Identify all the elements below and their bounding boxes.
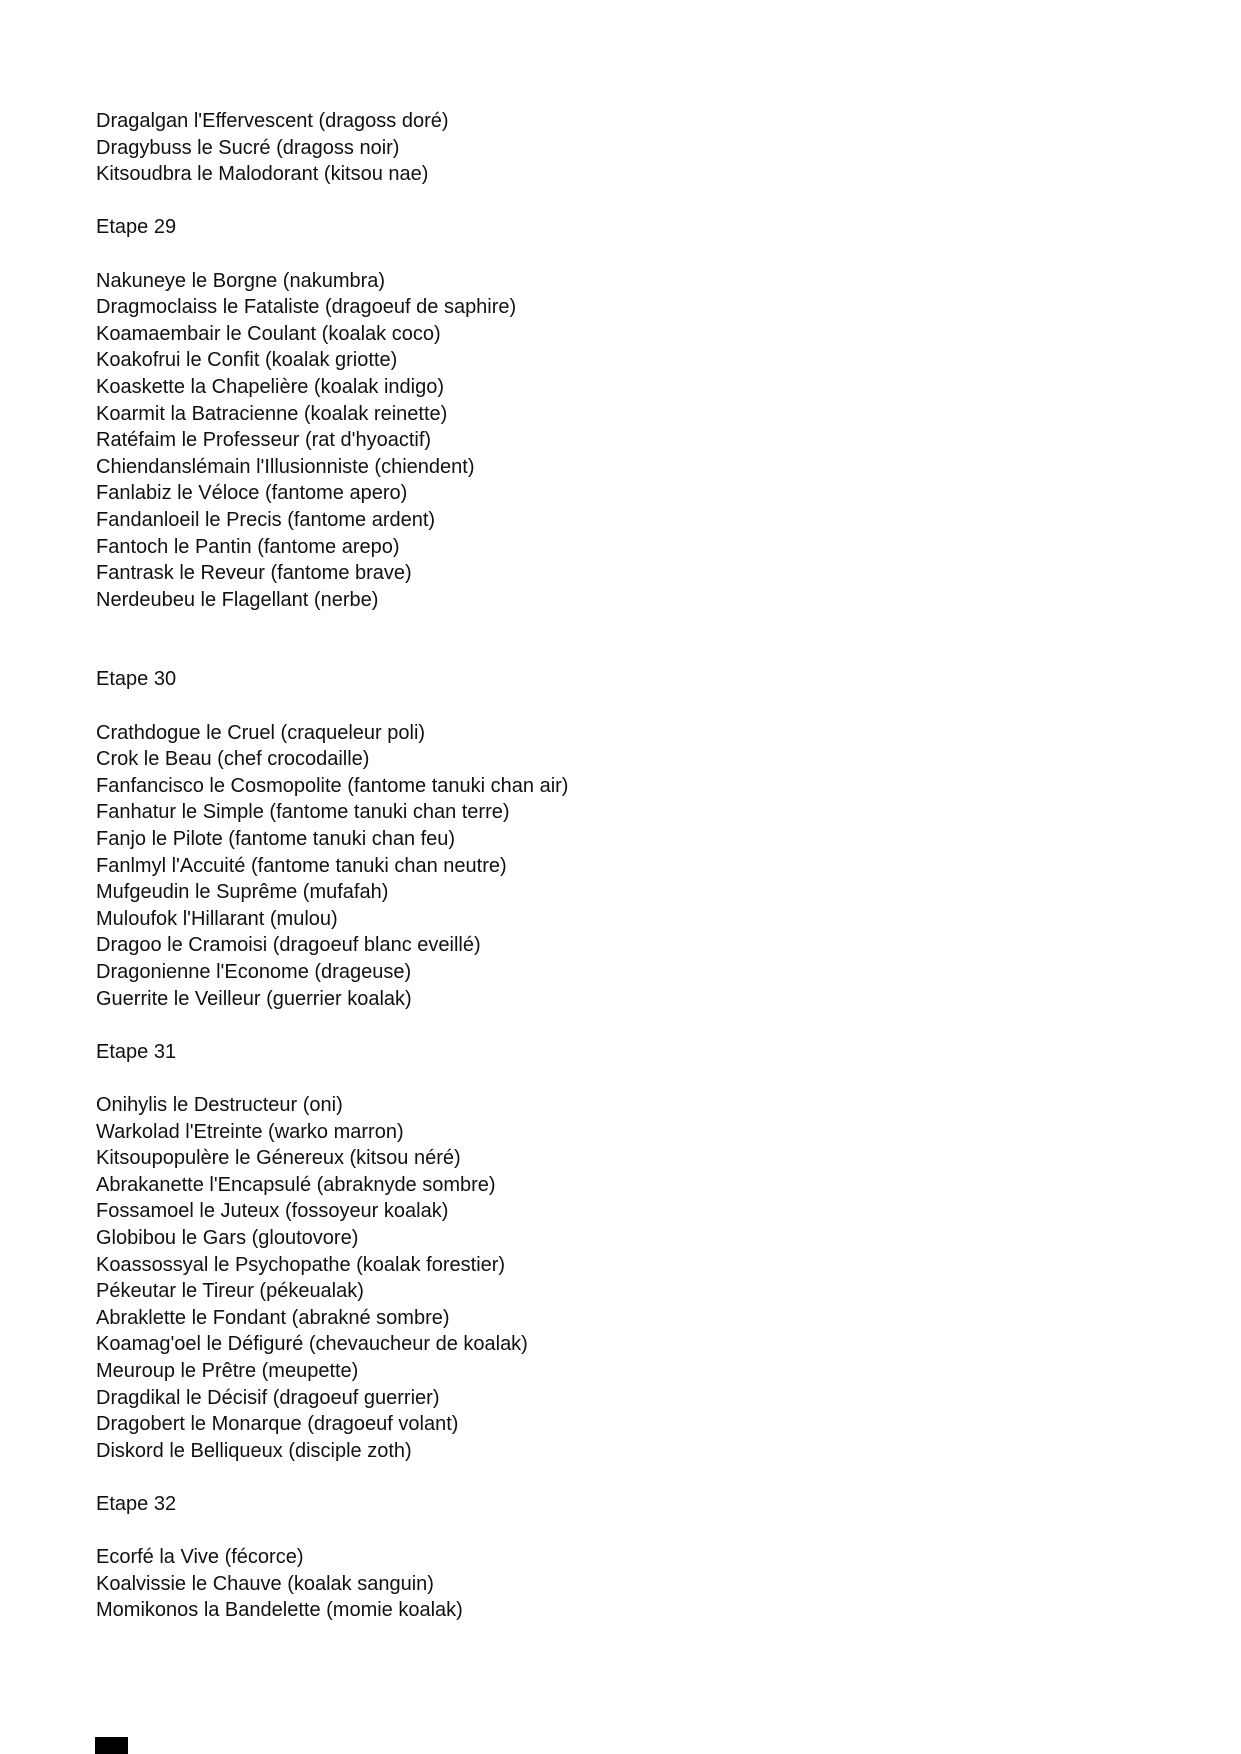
blank-line xyxy=(96,188,1201,215)
text-line: Fanhatur le Simple (fantome tanuki chan terre) xyxy=(96,801,510,824)
text-line: Pékeutar le Tireur (pékeualak) xyxy=(96,1280,364,1303)
blank-line xyxy=(96,613,1201,640)
section-heading: Etape 32 xyxy=(96,1492,177,1515)
text-line: Crathdogue le Cruel (craqueleur poli) xyxy=(96,721,426,744)
text-line: Dragybuss le Sucré (dragoss noir) xyxy=(96,136,400,159)
text-line: Dragonienne l'Econome (drageuse) xyxy=(96,961,412,983)
blank-line xyxy=(96,1012,1201,1039)
section-heading: Etape 31 xyxy=(96,1040,177,1063)
text-line: Koakofrui le Confit (koalak griotte) xyxy=(96,349,398,372)
text-line: Diskord le Belliqueux (disciple zoth) xyxy=(96,1439,412,1462)
text-line: Fanlmyl l'Accuité (fantome tanuki chan neutre) xyxy=(96,854,507,877)
text-line: Kitsoupopulère le Génereux (kitsou néré) xyxy=(96,1147,461,1170)
text-line: Abrakanette l'Encapsulé (abraknyde sombre) xyxy=(96,1173,496,1196)
cursor-block xyxy=(95,1737,128,1754)
text-line: Dragmoclaiss le Fataliste (dragoeuf de saphire) xyxy=(96,296,517,319)
text-line: Mufgeudin le Suprême (mufafah) xyxy=(96,881,389,904)
text-line: Fandanloeil le Precis (fantome ardent) xyxy=(96,508,436,531)
blank-line xyxy=(96,241,1201,268)
text-line: Kitsoudbra le Malodorant (kitsou nae) xyxy=(96,163,429,186)
section-heading: Etape 30 xyxy=(96,668,177,691)
text-line: Fossamoel le Juteux (fossoyeur koalak) xyxy=(96,1200,449,1223)
text-line: Koamag'oel le Défiguré (chevaucheur de koalak) xyxy=(96,1333,528,1356)
text-line: Chiendanslémain l'Illusionniste (chiendent) xyxy=(96,455,475,478)
text-line: Guerrite le Veilleur (guerrier koalak) xyxy=(96,987,412,1010)
blank-line xyxy=(96,1065,1201,1092)
blank-line xyxy=(96,1464,1201,1491)
document-body xyxy=(96,108,1201,1624)
text-line: Koassossyal le Psychopathe (koalak forestier) xyxy=(96,1253,506,1276)
text-line: Dragobert le Monarque (dragoeuf volant) xyxy=(96,1413,459,1436)
text-line: Ecorfé la Vive (fécorce) xyxy=(96,1546,304,1569)
text-line: Fanjo le Pilote (fantome tanuki chan feu) xyxy=(96,828,456,851)
blank-line xyxy=(96,693,1201,720)
text-line: Globibou le Gars (gloutovore) xyxy=(96,1226,359,1249)
text-line: Meuroup le Prêtre (meupette) xyxy=(96,1359,359,1382)
blank-line xyxy=(96,640,1201,667)
text-line: Onihylis le Destructeur (oni) xyxy=(96,1093,343,1116)
text-line: Koalvissie le Chauve (koalak sanguin) xyxy=(96,1572,434,1595)
text-line: Nakuneye le Borgne (nakumbra) xyxy=(96,269,386,292)
text-line: Warkolad l'Etreinte (warko marron) xyxy=(96,1120,404,1143)
text-line: Ratéfaim le Professeur (rat d'hyoactif) xyxy=(96,429,432,452)
text-line: Koamaembair le Coulant (koalak coco) xyxy=(96,322,441,345)
text-line: Fanlabiz le Véloce (fantome apero) xyxy=(96,482,408,505)
text-line: Crok le Beau (chef crocodaille) xyxy=(96,748,370,771)
text-line: Dragoo le Cramoisi (dragoeuf blanc eveillé) xyxy=(96,934,481,957)
blank-line xyxy=(96,1517,1201,1544)
text-line: Nerdeubeu le Flagellant (nerbe) xyxy=(96,588,379,611)
text-line: Dragalgan l'Effervescent (dragoss doré) xyxy=(96,110,449,132)
text-line: Dragdikal le Décisif (dragoeuf guerrier) xyxy=(96,1386,440,1409)
text-line: Koarmit la Batracienne (koalak reinette) xyxy=(96,402,448,425)
section-heading: Etape 29 xyxy=(96,216,177,239)
text-line: Fantoch le Pantin (fantome arepo) xyxy=(96,535,400,558)
text-line: Abraklette le Fondant (abrakné sombre) xyxy=(96,1306,450,1329)
text-line: Muloufok l'Hillarant (mulou) xyxy=(96,907,338,930)
text-line: Momikonos la Bandelette (momie koalak) xyxy=(96,1599,463,1622)
text-line: Fanfancisco le Cosmopolite (fantome tanuki chan air) xyxy=(96,774,569,797)
text-line: Koaskette la Chapelière (koalak indigo) xyxy=(96,375,444,398)
text-line: Fantrask le Reveur (fantome brave) xyxy=(96,562,412,585)
